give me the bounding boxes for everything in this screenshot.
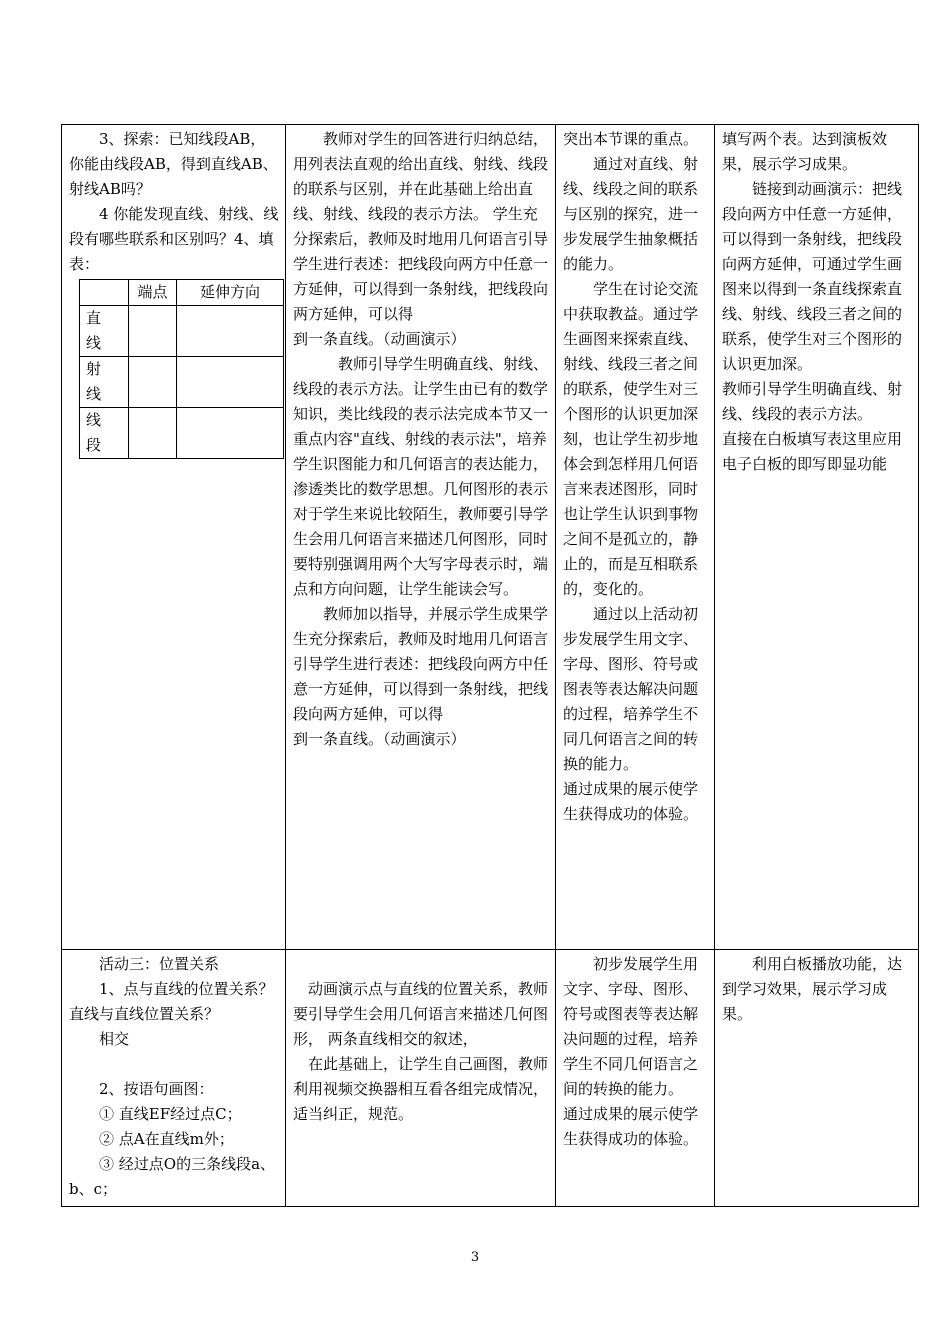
relation-question: 4 你能发现直线、射线、线段有哪些联系和区别吗？4、填表： [69, 205, 279, 273]
cell-design-intent [556, 125, 715, 950]
teacher2-paragraph-2: 在此基础上，让学生自己画图，教师利用视频交换器相互看各组完成情况，适当纠正，规范。 [293, 1055, 549, 1123]
intent-paragraph-3: 学生在讨论交流中获取教益。通过学生画图来探索直线、射线、线段三者之间的联系，使学生对三个图形的认识更加深刻，也让学生初步地体会到怎样用几何语言来表述图形，同时也让学生认识到事物之间不是孤立的，静止的，而是互相联系的，变化的。 [563, 280, 699, 598]
fill-table-rowname-ray: 射线 [86, 360, 102, 403]
fill-table-cell-blank [177, 408, 284, 459]
fill-table-rowname-line: 直线 [86, 309, 102, 352]
activity-three-title: 活动三：位置关系 [99, 955, 220, 973]
intent-paragraph-1: 突出本节课的重点。 [563, 130, 699, 148]
explore-question: 3、探索：已知线段AB，你能由线段AB，得到直线AB、射线AB吗？ [69, 130, 278, 198]
fill-in-table [79, 279, 284, 459]
whiteboard-paragraph-2: 链接到动画演示：把线段向两方中任意一方延伸，可以得到一条射线，把线段向两方延伸，可通过学生画图来以得到一条直线探索直线、射线、线段三者之间的联系，使学生对三个图形的认识更加深。 [722, 180, 903, 373]
page-number: 3 [470, 1250, 480, 1265]
intent-paragraph-4: 通过以上活动初步发展学生用文字、字母、图形、符号或图表等表达解决问题的过程，培养学生不同几何语言之间的转换的能力。 [563, 605, 699, 773]
cell-teacher-activity-2 [286, 950, 556, 1207]
intent-paragraph-5: 通过成果的展示使学生获得成功的体验。 [563, 780, 699, 823]
teacher2-paragraph-1: 动画演示点与直线的位置关系，教师要引导学生会用几何语言来描述几何图形， 两条直线相交的叙述， [293, 980, 549, 1048]
table-row-explore [62, 125, 919, 950]
fill-table-corner [80, 280, 129, 306]
fill-table-rowname-segment: 线段 [86, 411, 102, 454]
teacher-paragraph-1: 教师对学生的回答进行归纳总结，用列表法直观的给出直线、射线、线段的联系与区别，并在此基础上给出直线、射线、线段的表示方法。 学生充分探索后，教师及时地用几何语言引导学生进行表述：把线段向两方中任意一方延伸，可以得到一条射线，把线段向两方延伸，可以得 [293, 130, 549, 323]
cell-whiteboard-use-2 [715, 950, 919, 1207]
position-question-1: 1、点与直线的位置关系？直线与直线位置关系？ [69, 980, 274, 1023]
whiteboard-paragraph-3: 教师引导学生明确直线、射线、线段的表示方法。 [722, 380, 903, 423]
fill-table-cell-blank [177, 306, 284, 357]
fill-table-row-ray [80, 357, 284, 408]
intent-paragraph-2: 通过对直线、射线、线段之间的联系与区别的探究，进一步发展学生抽象概括的能力。 [563, 155, 699, 273]
teacher-paragraph-3-cont: 到一条直线。（动画演示） [293, 730, 466, 748]
teacher-paragraph-2: 教师引导学生明确直线、射线、线段的表示方法。让学生由已有的数学知识，类比线段的表示法完成本节又一重点内容"直线、射线的表示法"，培养学生识图能力和几何语言的表达能力，渗透类比的数学思想。几何图形的表示对于学生来说比较陌生，教师要引导学生会用几何语言来描述几何图形，同时要特别强调用两个大写字母表示时，端点和方向问题，让学生能读会写。 [293, 355, 549, 598]
fill-table-header-row [80, 280, 284, 306]
cell-activity-explore [62, 125, 286, 950]
cell-activity-position [62, 950, 286, 1207]
draw-item-3: ③ 经过点O的三条线段a、b、c； [69, 1155, 276, 1198]
table-row-position [62, 950, 919, 1207]
whiteboard2-paragraph-1: 利用白板播放功能，达到学习效果，展示学习成果。 [722, 955, 903, 1023]
position-answer: 相交 [99, 1030, 130, 1048]
spacer [69, 1052, 279, 1077]
fill-table-header-endpoint: 端点 [129, 280, 177, 306]
whiteboard-paragraph-4: 直接在白板填写表这里应用电子白板的即写即显功能 [722, 430, 903, 473]
lesson-plan-table [61, 124, 919, 1207]
position-question-2: 2、按语句画图： [99, 1080, 214, 1098]
fill-table-row-line [80, 306, 284, 357]
cell-design-intent-2 [556, 950, 715, 1207]
fill-table-header-direction: 延伸方向 [177, 280, 284, 306]
spacer [293, 952, 549, 977]
intent2-paragraph-2: 通过成果的展示使学生获得成功的体验。 [563, 1105, 699, 1148]
fill-table-cell-blank [129, 408, 177, 459]
fill-table-cell-blank [129, 357, 177, 408]
intent2-paragraph-1: 初步发展学生用文字、字母、图形、符号或图表等表达解决问题的过程，培养学生不同几何语言之间的转换的能力。 [563, 955, 699, 1098]
draw-item-2: ② 点A在直线m外； [99, 1130, 234, 1148]
cell-whiteboard-use [715, 125, 919, 950]
teacher-paragraph-1-cont: 到一条直线。（动画演示） [293, 330, 466, 348]
teacher-paragraph-3: 教师加以指导，并展示学生成果学生充分探索后，教师及时地用几何语言引导学生进行表述：把线段向两方中任意一方延伸，可以得到一条射线，把线段向两方延伸，可以得 [293, 605, 549, 723]
draw-item-1: ① 直线EF经过点C； [99, 1105, 242, 1123]
fill-table-cell-blank [177, 357, 284, 408]
whiteboard-paragraph-1: 填写两个表。达到演板效果，展示学习成果。 [722, 130, 888, 173]
cell-teacher-activity [286, 125, 556, 950]
fill-table-row-segment [80, 408, 284, 459]
fill-table-cell-blank [129, 306, 177, 357]
